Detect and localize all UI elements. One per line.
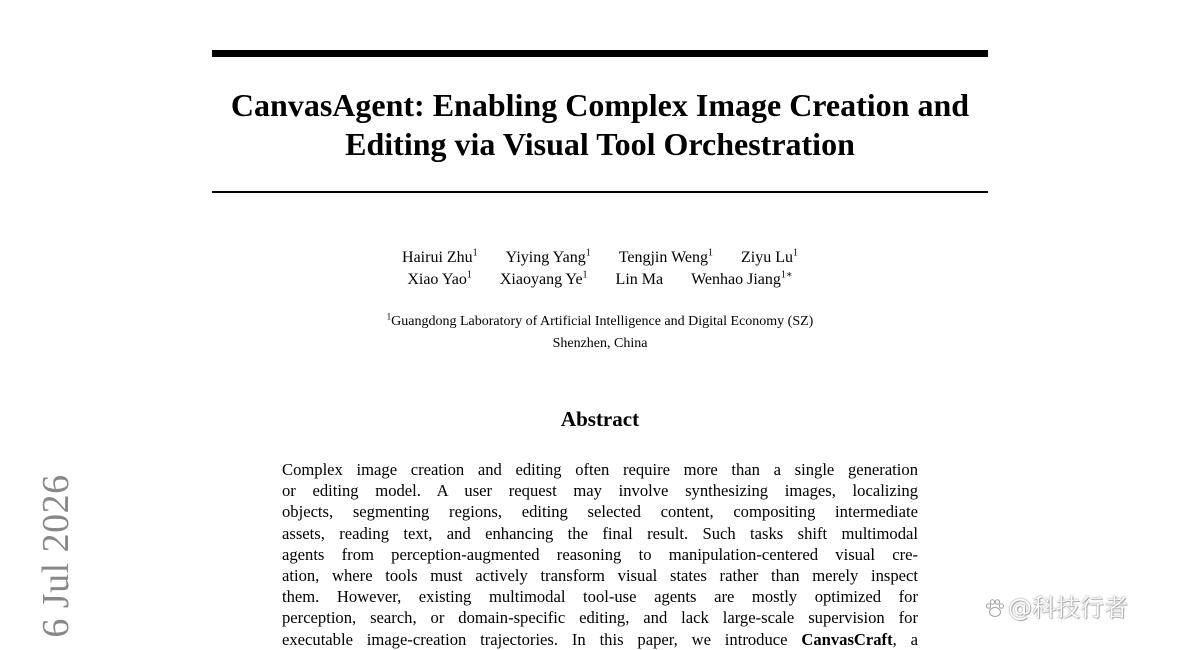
- affiliation-name: $^1$Guangdong Laboratory of Artificial Intelligence and Digital Economy (SZ): [386, 311, 814, 329]
- author: Tengjin Weng$^1$: [618, 247, 713, 266]
- author: Xiaoyang Ye$^1$: [499, 269, 588, 288]
- paper-title-line-2: Editing via Visual Tool Orchestration: [345, 126, 855, 162]
- affiliation: [300, 311, 900, 355]
- author: Xiao Yao$^1$: [407, 269, 472, 288]
- author-line-2: [300, 269, 900, 291]
- abstract-line: assets, reading text, and enhancing the final result. Such tasks shift multimodal: [282, 523, 918, 543]
- abstract-body: [282, 459, 918, 650]
- abstract-line: agents from perception-augmented reasoning to manipulation-centered visual cre-: [282, 544, 918, 564]
- title-bottom-rule: [212, 191, 988, 193]
- paw-icon: [984, 594, 1006, 622]
- paper-title: [200, 86, 1000, 164]
- author-line-1: [300, 247, 900, 269]
- author: Hairui Zhu$^1$: [402, 247, 478, 266]
- author: Ziyu Lu$^1$: [740, 247, 798, 266]
- abstract-line: or editing model. A user request may involve synthesizing images, localizing: [282, 481, 918, 501]
- author-list: [300, 247, 900, 291]
- abstract-line: ation, where tools must actively transform visual states rather than merely inspect: [282, 566, 918, 586]
- affiliation-location: Shenzhen, China: [552, 336, 648, 351]
- abstract-line: perception, search, or domain-specific editing, and lack large-scale supervision for: [282, 608, 918, 628]
- abstract-line: them. However, existing multimodal tool-use agents are mostly optimized for: [282, 587, 918, 607]
- author: Wenhao Jiang$^{1∗}$: [691, 269, 793, 288]
- title-top-rule: [212, 50, 988, 57]
- watermark-text: @科技行者: [1008, 594, 1128, 622]
- abstract-line-last: executable image-creation trajectories. In this paper, we introduce CanvasCraft, a: [282, 629, 918, 649]
- abstract-heading: Abstract: [560, 407, 640, 431]
- abstract-line: objects, segmenting regions, editing selected content, compositing intermediate: [282, 502, 918, 522]
- paper-title-line-1: CanvasAgent: Enabling Complex Image Creation and: [230, 87, 970, 123]
- arxiv-sidebar-date: 6 Jul 2026: [35, 474, 77, 638]
- watermark: [984, 588, 1128, 623]
- dataset-name: CanvasCraft: [801, 629, 893, 649]
- author: Lin Ma: [615, 271, 664, 288]
- abstract-line: Complex image creation and editing often require more than a single generation: [282, 460, 918, 479]
- author: Yiying Yang$^1$: [505, 247, 591, 266]
